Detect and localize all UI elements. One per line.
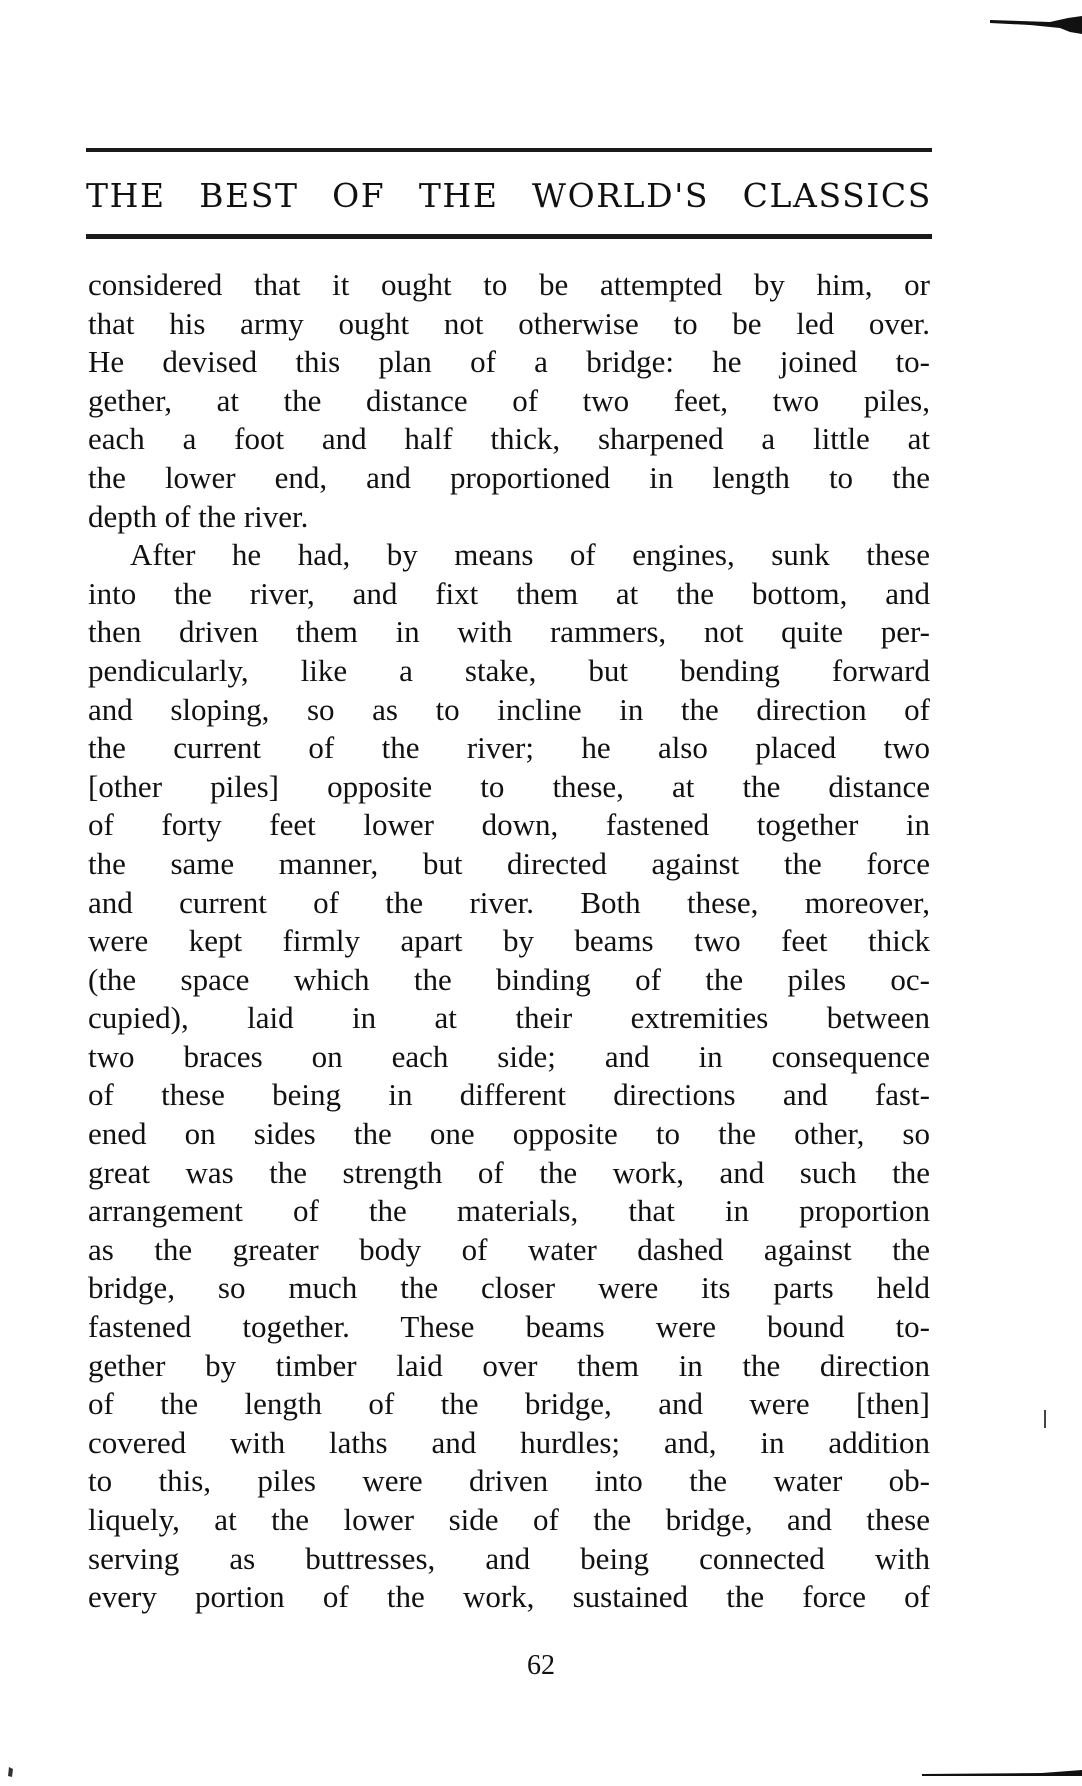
- text-line: the lower end, and proportioned in length to the: [88, 459, 930, 495]
- bottom-edge-mark: [922, 1768, 1082, 1778]
- text-line: of forty feet lower down, fastened together in: [88, 807, 930, 843]
- text-line: that his army ought not otherwise to be led over.: [88, 305, 930, 341]
- text-line: covered with laths and hurdles; and, in addition: [88, 1424, 930, 1460]
- body-text: [88, 266, 930, 1617]
- page-number: 62: [527, 1650, 555, 1681]
- text-line: pendicularly, like a stake, but bending forward: [88, 652, 930, 688]
- header-rule-bottom: [86, 234, 932, 239]
- scan-speck-mark: [6, 1765, 16, 1779]
- header-rule-top: [86, 148, 932, 152]
- text-line: cupied), laid in at their extremities between: [88, 1000, 930, 1036]
- text-line: and current of the river. Both these, moreover,: [88, 884, 930, 920]
- text-line: and sloping, so as to incline in the direction of: [88, 691, 930, 727]
- text-line: the same manner, but directed against the force: [88, 845, 930, 881]
- text-line: serving as buttresses, and being connected with: [88, 1540, 930, 1576]
- running-header-title: THE BEST OF THE WORLD'S CLASSICS: [86, 176, 932, 215]
- text-line: [other piles] opposite to these, at the distance: [88, 768, 930, 804]
- text-line: depth of the river.: [88, 498, 309, 534]
- text-line: of the length of the bridge, and were [then]: [88, 1386, 930, 1422]
- text-line: to this, piles were driven into the water ob-: [88, 1463, 930, 1499]
- text-line: of these being in different directions and fast-: [88, 1077, 930, 1113]
- text-line: ened on sides the one opposite to the other, so: [88, 1116, 930, 1152]
- text-line: arrangement of the materials, that in proportion: [88, 1193, 930, 1229]
- text-line: considered that it ought to be attempted by him, or: [88, 267, 930, 302]
- text-line: each a foot and half thick, sharpened a little at: [88, 421, 930, 457]
- margin-mark: [1044, 1410, 1046, 1428]
- text-line: then driven them in with rammers, not quite per-: [88, 614, 930, 650]
- text-line: (the space which the binding of the piles oc-: [88, 961, 930, 997]
- text-line: two braces on each side; and in consequence: [88, 1038, 930, 1074]
- text-line: He devised this plan of a bridge: he joined to-: [88, 344, 930, 380]
- text-line: every portion of the work, sustained the force of: [88, 1579, 930, 1615]
- text-line: were kept firmly apart by beams two feet thick: [88, 923, 930, 959]
- text-line: gether by timber laid over them in the direction: [88, 1347, 930, 1383]
- text-line: into the river, and fixt them at the bottom, and: [88, 575, 930, 611]
- text-line: liquely, at the lower side of the bridge, and these: [88, 1502, 930, 1537]
- text-line: great was the strength of the work, and such the: [88, 1154, 930, 1190]
- text-line-paragraph-start: After he had, by means of engines, sunk these: [130, 537, 930, 573]
- text-line: gether, at the distance of two feet, two piles,: [88, 382, 930, 418]
- text-line: fastened together. These beams were bound to-: [88, 1309, 930, 1345]
- text-line: the current of the river; he also placed two: [88, 730, 930, 766]
- text-line: bridge, so much the closer were its parts held: [88, 1270, 930, 1306]
- text-line: as the greater body of water dashed against the: [88, 1231, 930, 1267]
- corner-ink-mark: [990, 12, 1082, 36]
